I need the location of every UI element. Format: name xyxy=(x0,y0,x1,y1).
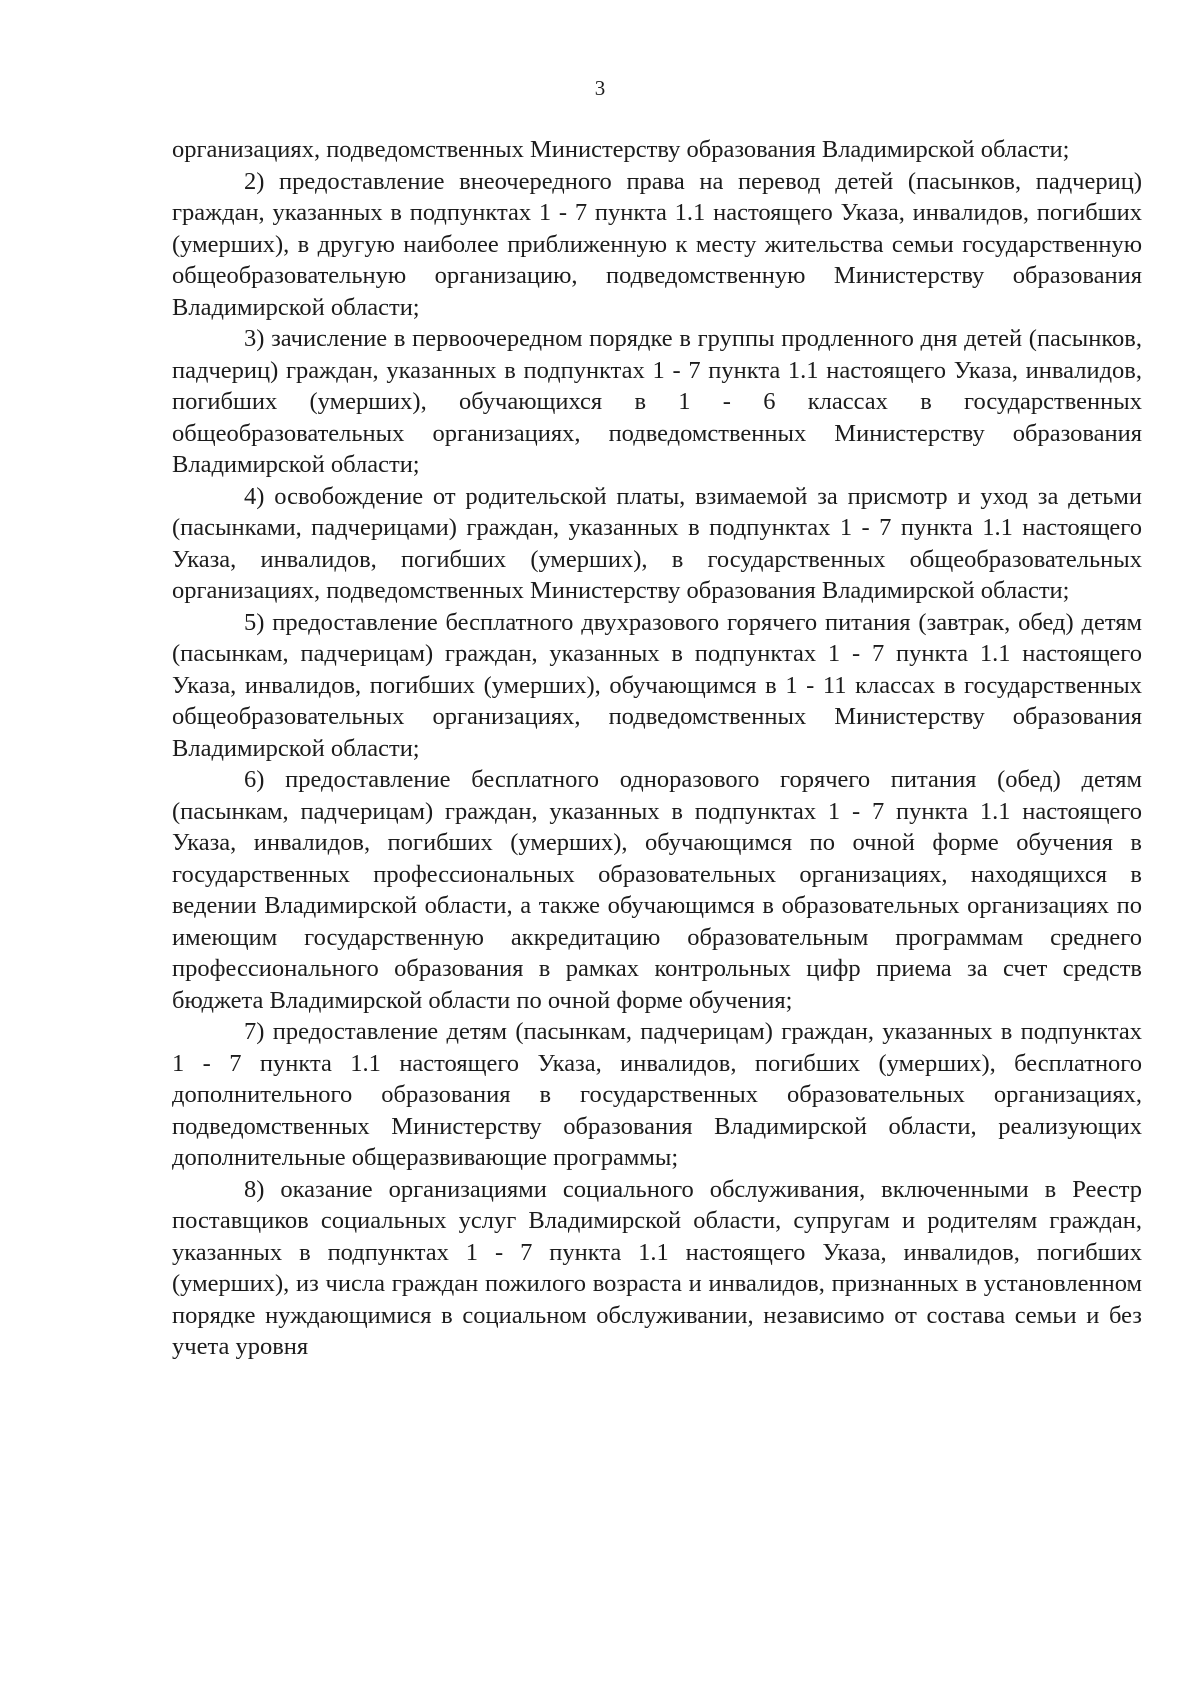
paragraph-item-2: 2) предоставление внеочередного права на перевод детей (пасынков, падчериц) граждан, указанных в подпунктах 1 - 7 пункта 1.1 настоящего Указа, инвалидов, погибших (умерших), в другую наиболее приближенную к месту жительства семьи государственную общеобразовательную организацию, подведомственную Министерству образования Владимирской области; xyxy=(172,167,1142,321)
paragraph-item-6: 6) предоставление бесплатного одноразового горячего питания (обед) детям (пасынкам, падчерицам) граждан, указанных в подпунктах 1 - 7 пункта 1.1 настоящего Указа, инвалидов, погибших (умерших), обучающимся по очной форме обучения в государственных профессиональных образовательных организациях, находящихся в ведении Владимирской области, а также обучающимся в образовательных организациях по имеющим государственную аккредитацию образовательным программам среднего профессионального образования в рамках контрольных цифр приема за счет средств бюджета Владимирской области по очной форме обучения; xyxy=(172,766,1142,1014)
paragraph-continuation: организациях, подведомственных Министерству образования Владимирской области; xyxy=(172,136,1070,163)
paragraph-item-8: 8) оказание организациями социального обслуживания, включенными в Реестр поставщиков социальных услуг Владимирской области, супругам и родителям граждан, указанных в подпунктах 1 - 7 пункта 1.1 настоящего Указа, инвалидов, погибших (умерших), из числа граждан пожилого возраста и инвалидов, признанных в установленном порядке нуждающимися в социальном обслуживании, независимо от состава семьи и без учета уровня xyxy=(172,1175,1142,1360)
paragraph-item-7: 7) предоставление детям (пасынкам, падчерицам) граждан, указанных в подпунктах 1 - 7 пункта 1.1 настоящего Указа, инвалидов, погибших (умерших), бесплатного дополнительного образования в государственных образовательных организациях, подведомственных Министерству образования Владимирской области, реализующих дополнительные общеразвивающие программы; xyxy=(172,1018,1142,1171)
page-number: 3 xyxy=(594,76,606,100)
paragraph-item-4: 4) освобождение от родительской платы, взимаемой за присмотр и уход за детьми (пасынками, падчерицами) граждан, указанных в подпунктах 1 - 7 пункта 1.1 настоящего Указа, инвалидов, погибших (умерших), в государственных общеобразовательных организациях, подведомственных Министерству образования Владимирской области; xyxy=(172,482,1142,604)
paragraph-item-5: 5) предоставление бесплатного двухразового горячего питания (завтрак, обед) детям (пасынкам, падчерицам) граждан, указанных в подпунктах 1 - 7 пункта 1.1 настоящего Указа, инвалидов, погибших (умерших), обучающимся в 1 - 11 классах в государственных общеобразовательных организациях, подведомственных Министерству образования Владимирской области; xyxy=(172,608,1142,762)
document-body xyxy=(172,134,1142,1363)
paragraph-item-3: 3) зачисление в первоочередном порядке в группы продленного дня детей (пасынков, падчериц) граждан, указанных в подпунктах 1 - 7 пункта 1.1 настоящего Указа, инвалидов, погибших (умерших), обучающихся в 1 - 6 классах в государственных общеобразовательных организациях, подведомственных Министерству образования Владимирской области; xyxy=(172,325,1142,478)
